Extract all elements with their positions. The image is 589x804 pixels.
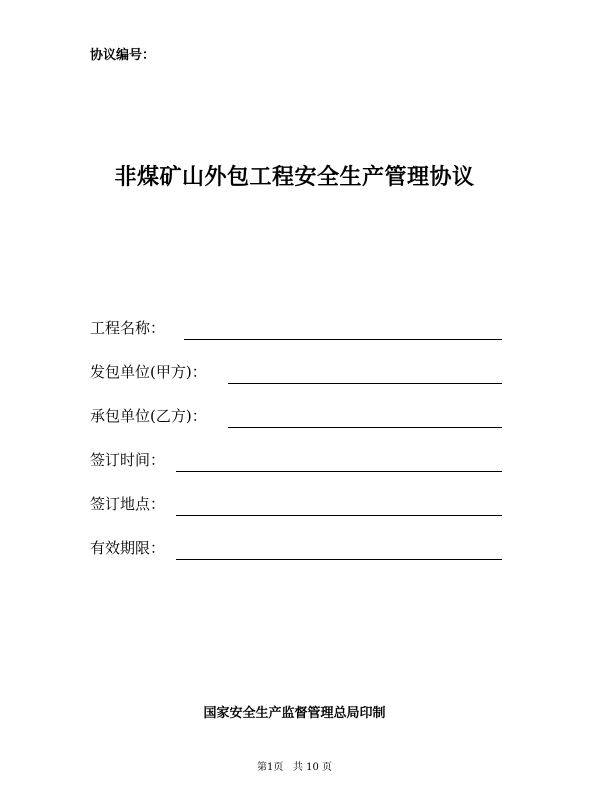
field-contractor (90, 404, 502, 428)
field-input-project-name[interactable] (184, 339, 502, 340)
page-number: 第1页 共 10 页 (257, 762, 332, 773)
field-label-signing-place: 签订地点： (90, 495, 166, 513)
field-label-signing-date: 签订时间： (90, 451, 166, 469)
field-label-contractor: 承包单位(乙方)： (90, 407, 207, 425)
field-project-name (90, 316, 502, 340)
field-label-employer: 发包单位(甲方)： (90, 363, 207, 381)
agreement-number-label: 协议编号： (90, 48, 156, 63)
field-employer (90, 360, 502, 384)
field-input-signing-place[interactable] (176, 515, 502, 516)
field-input-validity-period[interactable] (176, 559, 502, 560)
field-input-employer[interactable] (228, 383, 502, 384)
field-signing-date (90, 448, 502, 472)
field-input-contractor[interactable] (228, 427, 502, 428)
field-label-validity-period: 有效期限： (90, 539, 166, 557)
document-title: 非煤矿山外包工程安全生产管理协议 (114, 164, 475, 190)
field-signing-place (90, 492, 502, 516)
issuer-text: 国家安全生产监督管理总局印制 (203, 706, 386, 721)
field-input-signing-date[interactable] (176, 471, 502, 472)
field-validity-period (90, 536, 502, 560)
field-label-project-name: 工程名称： (90, 319, 166, 337)
